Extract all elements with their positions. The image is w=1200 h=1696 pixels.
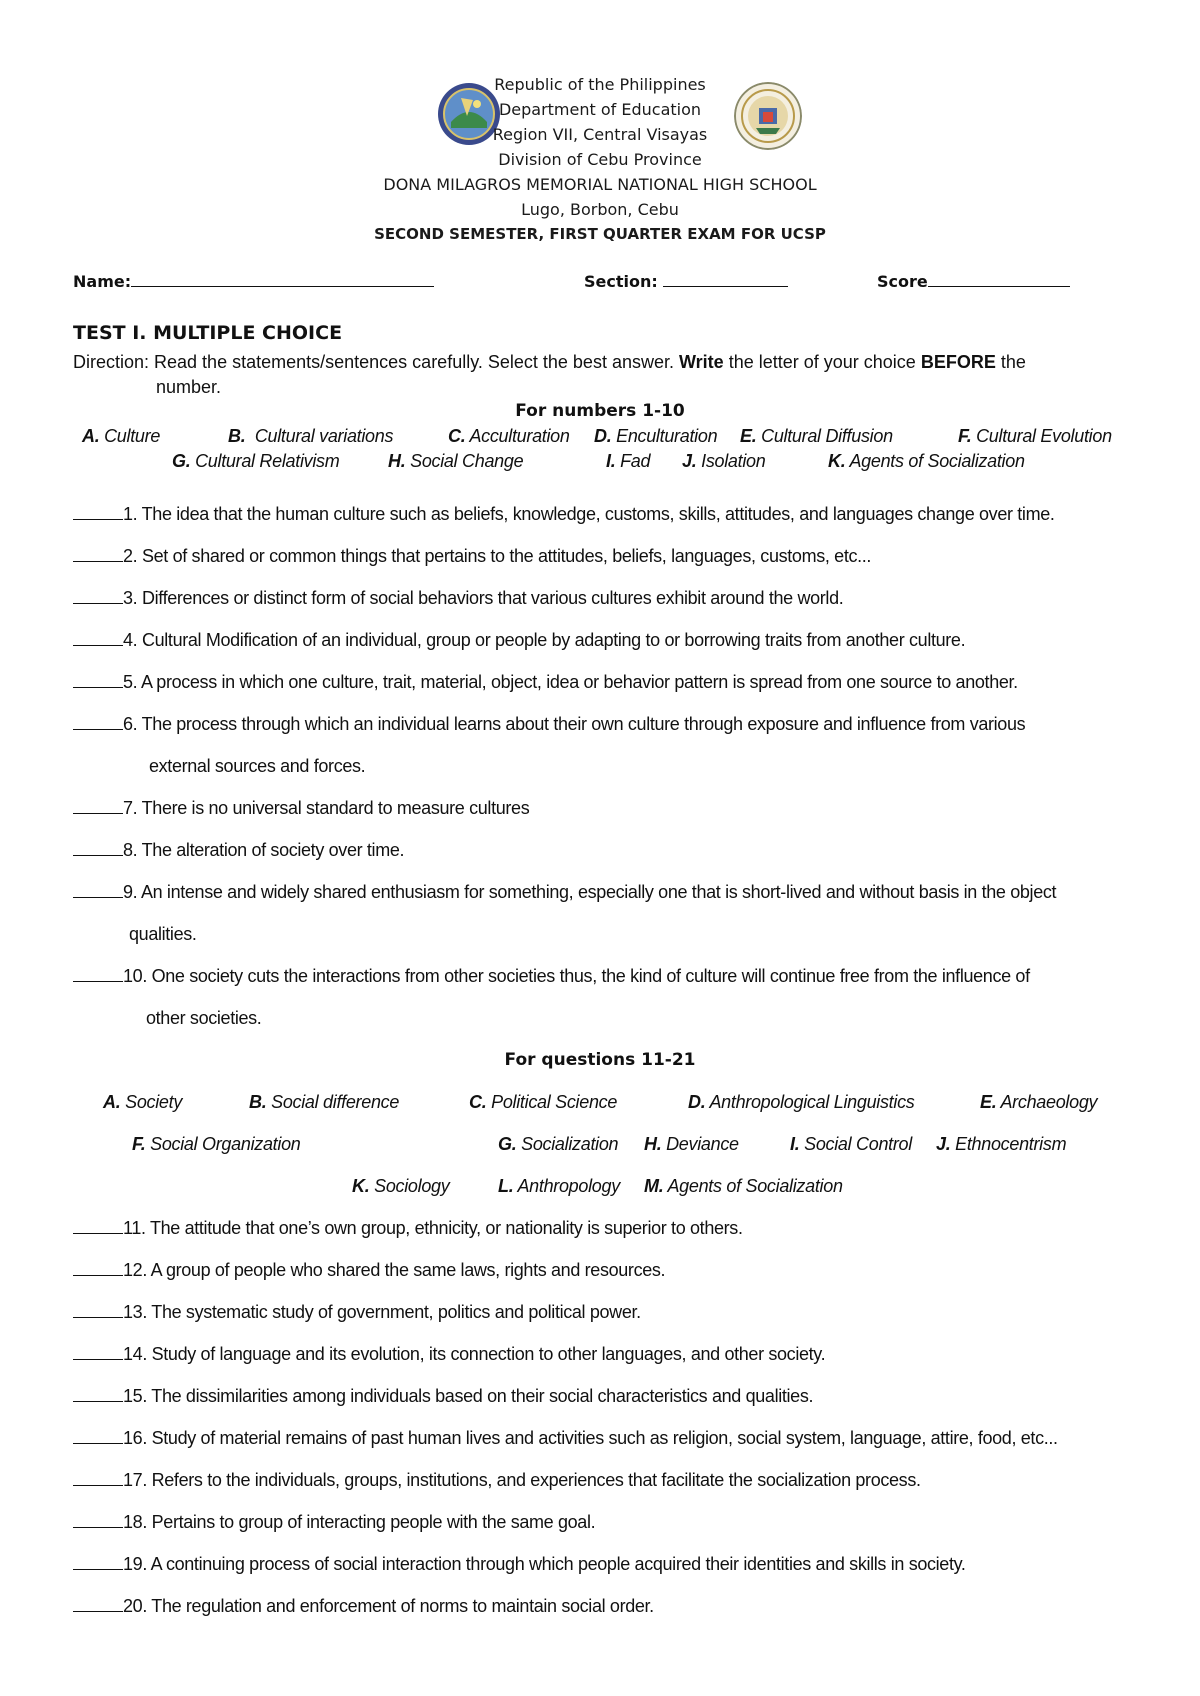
choice-item: J. Isolation xyxy=(682,451,766,471)
name-field[interactable] xyxy=(73,272,434,291)
direction-text: Direction: Read the statements/sentences carefully. Select the best answer. xyxy=(73,352,674,372)
name-blank[interactable] xyxy=(131,272,434,287)
question-item: 15. The dissimilarities among individuals based on their social characteristics and qualities. xyxy=(73,1386,813,1407)
directions xyxy=(73,350,1133,400)
answer-blank[interactable] xyxy=(73,883,123,898)
choice-item: J. Ethnocentrism xyxy=(936,1134,1067,1154)
score-label: Score xyxy=(877,272,928,291)
question-item: 5. A process in which one culture, trait, material, object, idea or behavior pattern is spread from one source to another. xyxy=(73,672,1018,693)
group1-heading: For numbers 1-10 xyxy=(515,401,685,421)
question-item: 6. The process through which an individual learns about their own culture through exposure and influence from various xyxy=(73,714,1025,735)
question-item: 14. Study of language and its evolution, its connection to other languages, and other society. xyxy=(73,1344,825,1365)
question-continuation: qualities. xyxy=(129,924,197,944)
choice-item: G. Socialization xyxy=(498,1134,619,1154)
answer-blank[interactable] xyxy=(73,715,123,730)
question-item: 9. An intense and widely shared enthusiasm for something, especially one that is short-lived and without basis in the object xyxy=(73,882,1056,903)
answer-blank[interactable] xyxy=(73,799,123,814)
choice-item: M. Agents of Socialization xyxy=(644,1176,843,1196)
choice-item: D. Enculturation xyxy=(594,426,718,446)
answer-blank[interactable] xyxy=(73,1513,123,1528)
choice-item: K. Agents of Socialization xyxy=(828,451,1025,471)
header-line-republic: Republic of the Philippines xyxy=(494,75,706,94)
answer-blank[interactable] xyxy=(73,589,123,604)
answer-blank[interactable] xyxy=(73,967,123,982)
header-line-division: Division of Cebu Province xyxy=(498,150,702,169)
choice-item: F. Social Organization xyxy=(132,1134,301,1154)
question-item: 13. The systematic study of government, politics and political power. xyxy=(73,1302,641,1323)
answer-blank[interactable] xyxy=(73,631,123,646)
answer-blank[interactable] xyxy=(73,1555,123,1570)
question-item: 12. A group of people who shared the same laws, rights and resources. xyxy=(73,1260,665,1281)
question-item: 11. The attitude that one’s own group, ethnicity, or nationality is superior to others. xyxy=(73,1218,743,1239)
choice-item: A. Culture xyxy=(82,426,161,446)
score-field[interactable] xyxy=(877,272,1070,291)
answer-blank[interactable] xyxy=(73,1429,123,1444)
question-item: 18. Pertains to group of interacting people with the same goal. xyxy=(73,1512,595,1533)
choice-item: H. Deviance xyxy=(644,1134,739,1154)
question-item: 10. One society cuts the interactions from other societies thus, the kind of culture will continue free from the influence of xyxy=(73,966,1030,987)
choice-item: I. Social Control xyxy=(790,1134,912,1154)
question-item: 2. Set of shared or common things that pertains to the attitudes, beliefs, languages, customs, etc... xyxy=(73,546,871,567)
exam-title: SECOND SEMESTER, FIRST QUARTER EXAM FOR UCSP xyxy=(374,225,826,243)
question-continuation: other societies. xyxy=(146,1008,262,1028)
question-item: 4. Cultural Modification of an individual, group or people by adapting to or borrowing traits from another culture. xyxy=(73,630,965,651)
answer-blank[interactable] xyxy=(73,547,123,562)
choice-item: A. Society xyxy=(103,1092,183,1112)
choice-item: B. Cultural variations xyxy=(228,426,394,446)
choice-item: E. Cultural Diffusion xyxy=(740,426,893,446)
answer-blank[interactable] xyxy=(73,1345,123,1360)
score-blank[interactable] xyxy=(928,272,1070,287)
question-item: 1. The idea that the human culture such as beliefs, knowledge, customs, skills, attitudes, and languages change over time. xyxy=(73,504,1055,525)
choice-item: C. Acculturation xyxy=(448,426,570,446)
question-item: 16. Study of material remains of past human lives and activities such as religion, social system, language, attire, food, etc... xyxy=(73,1428,1058,1449)
choice-item: D. Anthropological Linguistics xyxy=(688,1092,915,1112)
question-continuation: external sources and forces. xyxy=(149,756,366,776)
question-item: 8. The alteration of society over time. xyxy=(73,840,404,861)
direction-before: BEFORE xyxy=(920,352,996,372)
question-item: 3. Differences or distinct form of social behaviors that various cultures exhibit around the world. xyxy=(73,588,843,609)
answer-blank[interactable] xyxy=(73,673,123,688)
header-line-department: Department of Education xyxy=(498,100,702,119)
section-blank[interactable] xyxy=(663,272,788,287)
question-item: 17. Refers to the individuals, groups, institutions, and experiences that facilitate the socialization process. xyxy=(73,1470,921,1491)
group2-heading: For questions 11-21 xyxy=(504,1050,696,1070)
choice-item: C. Political Science xyxy=(469,1092,618,1112)
question-item: 19. A continuing process of social interaction through which people acquired their identities and skills in society. xyxy=(73,1554,966,1575)
answer-blank[interactable] xyxy=(73,1471,123,1486)
direction-text: the xyxy=(1000,352,1026,372)
section-field[interactable] xyxy=(584,272,788,291)
answer-blank[interactable] xyxy=(73,1261,123,1276)
answer-blank[interactable] xyxy=(73,1597,123,1612)
direction-text: the letter of your choice xyxy=(728,352,916,372)
choice-item: G. Cultural Relativism xyxy=(172,451,340,471)
header-line-school: DONA MILAGROS MEMORIAL NATIONAL HIGH SCHOOL xyxy=(383,175,817,194)
choice-item: B. Social difference xyxy=(249,1092,400,1112)
question-item: 7. There is no universal standard to measure cultures xyxy=(73,798,529,819)
choice-item: E. Archaeology xyxy=(980,1092,1098,1112)
direction-text: number. xyxy=(156,377,222,397)
answer-blank[interactable] xyxy=(73,1387,123,1402)
document-header xyxy=(0,72,1200,247)
header-line-address: Lugo, Borbon, Cebu xyxy=(521,200,679,219)
answer-blank[interactable] xyxy=(73,1219,123,1234)
choice-item: I. Fad xyxy=(606,451,651,471)
header-line-region: Region VII, Central Visayas xyxy=(492,125,708,144)
choice-item: H. Social Change xyxy=(388,451,524,471)
answer-blank[interactable] xyxy=(73,505,123,520)
choice-item: K. Sociology xyxy=(352,1176,450,1196)
test-title: TEST I. MULTIPLE CHOICE xyxy=(73,322,343,344)
answer-blank[interactable] xyxy=(73,841,123,856)
choice-item: F. Cultural Evolution xyxy=(958,426,1112,446)
section-label: Section: xyxy=(584,272,658,291)
choice-item: L. Anthropology xyxy=(498,1176,620,1196)
answer-blank[interactable] xyxy=(73,1303,123,1318)
name-label: Name: xyxy=(73,272,132,291)
question-item: 20. The regulation and enforcement of norms to maintain social order. xyxy=(73,1596,654,1617)
direction-write: Write xyxy=(679,352,724,372)
